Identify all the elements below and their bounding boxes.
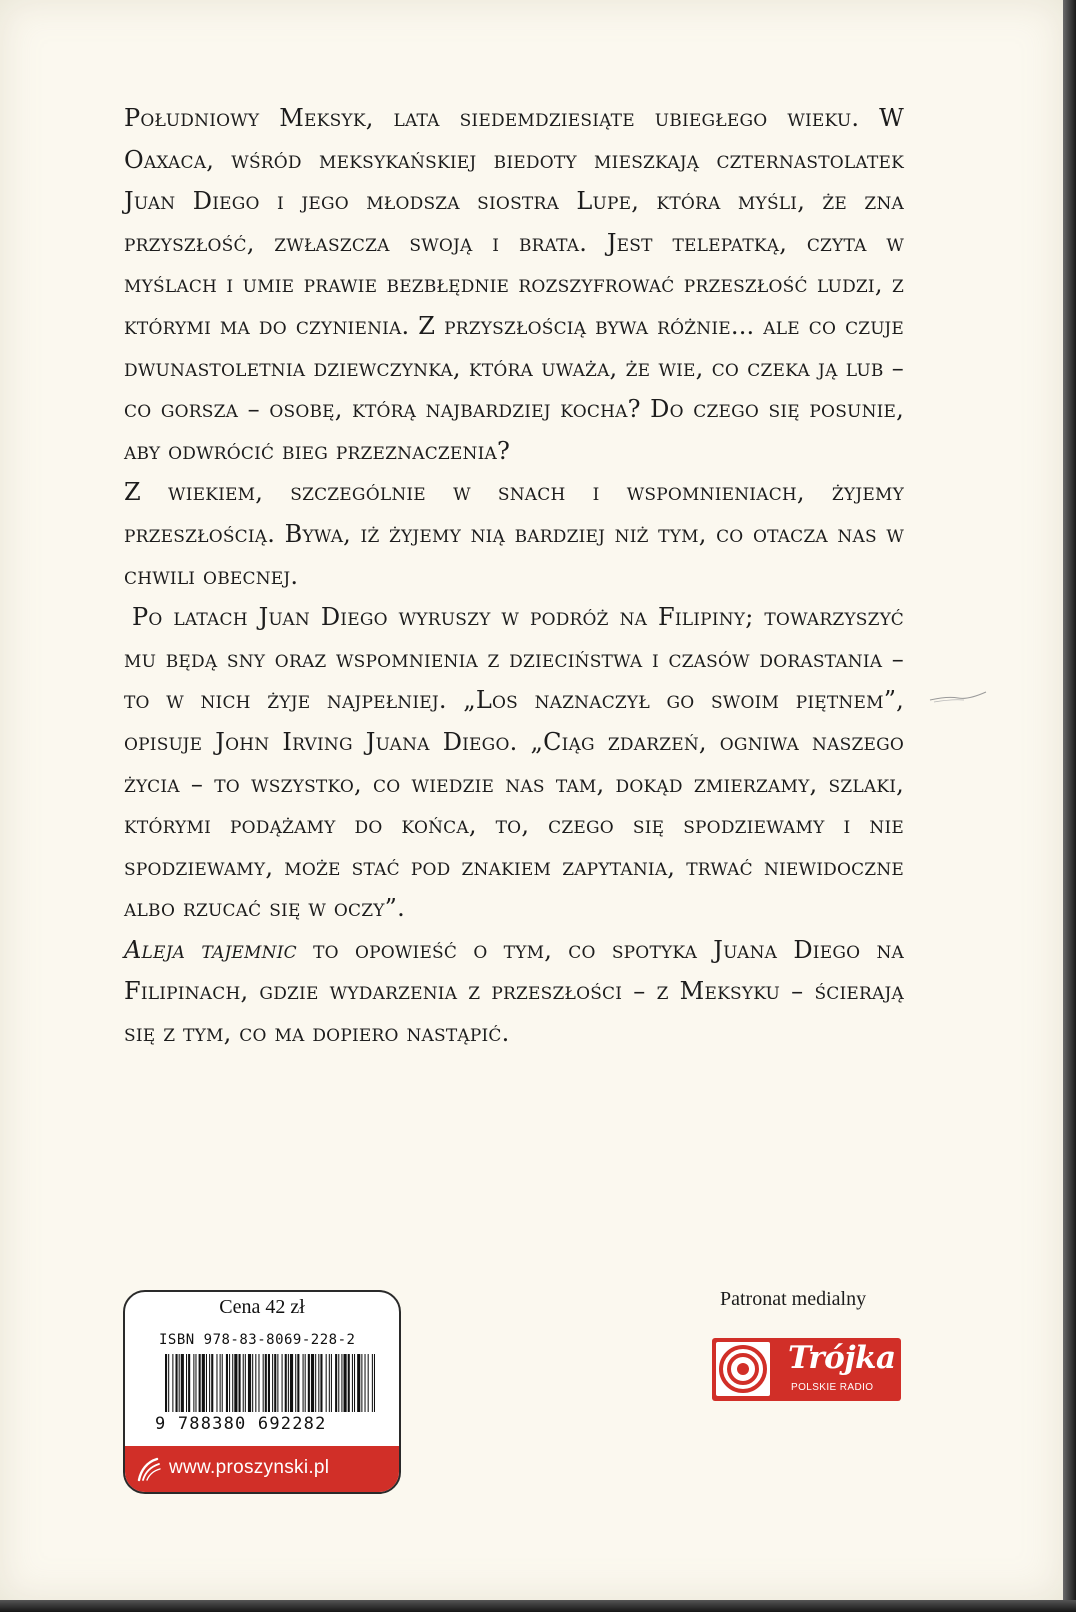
isbn-barcode [165,1354,375,1412]
price-label: Cena 42 zł [219,1296,305,1318]
trojka-logo [712,1338,901,1401]
book-title-italic: Aleja tajemnic [124,935,297,964]
blurb-paragraph-4-rest: to opowieść o tym, co spotyka Juana Diego na Filipinach, gdzie wydarzenia z przeszłości – z Meksyku – ścierają się z tym, co ma dopiero nastąpić. [124,935,905,1048]
book-edge-bottom [0,1600,1076,1612]
media-patronage-label: Patronat medialny [720,1288,867,1310]
trojka-subtitle: POLSKIE RADIO [791,1382,874,1393]
paper-scuff-mark [928,690,988,704]
publisher-url-bar [125,1446,399,1494]
blurb-paragraph-3: Po latach Juan Diego wyruszy w podróż na Filipiny; towarzyszyć mu będą sny oraz wspomnienia z dzieciństwa i czasów dorastania – to w nich żyje najpełniej. „Los naznaczył go swoim piętnem”, opisuje John Irving Juana Diego. „Ciąg zdarzeń, ogniwa naszego życia – to wszystko, co wiedzie nas tam, dokąd zmierzamy, szlaki, którymi podążamy do końca, to, czego się spodziewamy i nie spodziewamy, może stać pod znakiem zapytania, trwać niewidoczne albo rzucać się w oczy”. [124,603,904,923]
trojka-brand-name: Trójka [788,1340,896,1376]
isbn-label: ISBN 978-83-8069-228-2 [159,1332,356,1348]
blurb-paragraph-1: Południowy Meksyk, lata siedemdziesiąte ubiegłego wieku. W Oaxaca, wśród meksykańskiej biedoty mieszkają czternastolatek Juan Diego i jego młodsza siostra Lupe, która myśli, że zna przyszłość, zwłaszcza swoją i brata. Jest telepatką, czyta w myślach i umie prawie bezbłędnie rozszyfrować przeszłość ludzi, z którymi ma do czynienia. Z przyszłością bywa różnie... ale co czuje dwunastoletnia dziewczynka, która uważa, że wie, co czeka ją lub – co gorsza – osobę, którą najbardziej kocha? Do czego się posunie, aby odwrócić bieg przeznaczenia? [124,104,904,465]
publisher-logo-icon [135,1456,163,1484]
price-sticker [123,1290,401,1494]
blurb-paragraph-2: Z wiekiem, szczególnie w snach i wspomnieniach, żyjemy przeszłością. Bywa, iż żyjemy nią bardziej niż tym, co otacza nas w chwili obecnej. [124,478,904,590]
publisher-url: www.proszynski.pl [169,1457,330,1478]
barcode-digits: 9 788380 692282 [155,1414,327,1434]
blurb-paragraph-4 [124,930,904,1055]
book-edge-right [1063,0,1076,1612]
radio-emblem-icon [716,1342,770,1396]
blurb-text [124,98,904,1055]
